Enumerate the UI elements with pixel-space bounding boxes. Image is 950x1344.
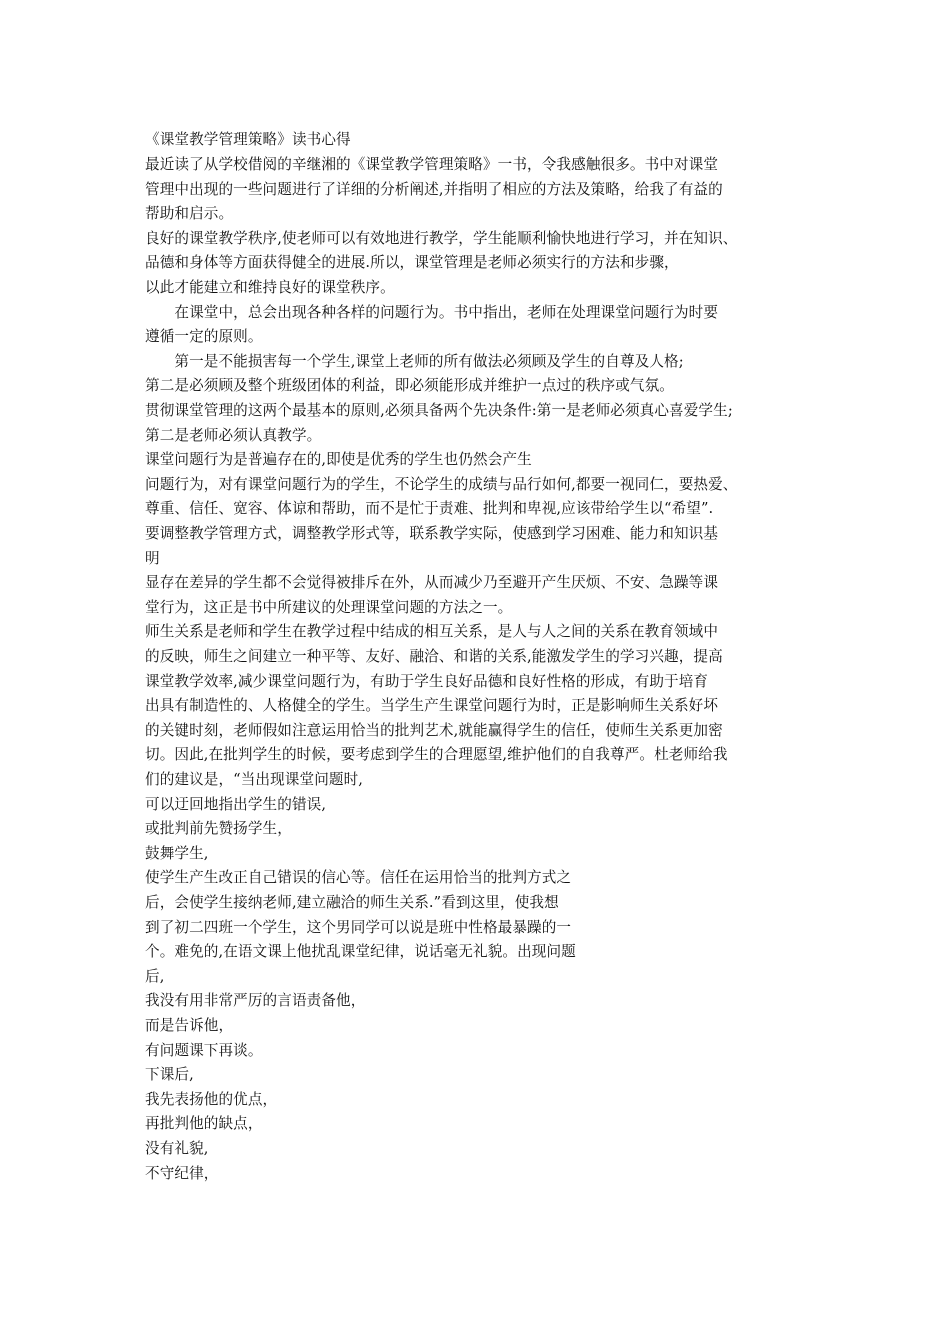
text-line: 堂行为，这正是书中所建议的处理课堂问题的方法之一。	[145, 599, 513, 616]
text-line: 课堂问题行为是普遍存在的,即使是优秀的学生也仍然会产生	[145, 451, 532, 468]
text-line: 我没有用非常严厉的言语责备他，	[145, 992, 366, 1009]
text-line: 的关键时刻，老师假如注意运用恰当的批判艺术,就能赢得学生的信任，使师生关系更加密	[145, 722, 723, 739]
text-line: 可以迂回地指出学生的错误,	[145, 796, 327, 813]
text-line: 使学生产生改正自己错误的信心等。信任在运用恰当的批判方式之	[145, 869, 572, 886]
text-line: 最近读了从学校借阅的辛继湘的《课堂教学管理策略》一书，令我感触很多。书中对课堂	[145, 156, 719, 173]
text-line: 有问题课下再谈。	[145, 1042, 263, 1059]
text-line: 明	[145, 550, 160, 567]
text-line: 第二是必须顾及整个班级团体的利益，即必须能形成并维护一点过的秩序或气氛。	[145, 377, 674, 394]
text-line: 再批判他的缺点，	[145, 1115, 263, 1132]
text-line: 下课后,	[145, 1066, 194, 1083]
text-line: 第一是不能损害每一个学生,课堂上老师的所有做法必须顾及学生的自尊及人格;	[145, 353, 684, 370]
text-line: 不守纪律，	[145, 1165, 219, 1182]
text-line: 品德和身体等方面获得健全的进展.所以，课堂管理是老师必须实行的方法和步骤，	[145, 254, 679, 271]
text-line: 个。难免的,在语文课上他扰乱课堂纪律，说话毫无礼貌。出现问题	[145, 943, 576, 960]
text-line: 的反映，师生之间建立一种平等、友好、融洽、和谐的关系,能激发学生的学习兴趣，提高	[145, 648, 723, 665]
text-line: 以此才能建立和维持良好的课堂秩序。	[145, 279, 395, 296]
text-line: 第二是老师必须认真教学。	[145, 427, 322, 444]
text-line: 切。因此,在批判学生的时候，要考虑到学生的合理愿望,维护他们的自我尊严。杜老师给我	[145, 746, 728, 763]
text-line: 在课堂中，总会出现各种各样的问题行为。书中指出，老师在处理课堂问题行为时要	[145, 304, 719, 321]
text-line: 帮助和启示。	[145, 205, 234, 222]
document-title: 《课堂教学管理策略》读书心得	[145, 131, 351, 148]
text-line: 或批判前先赞扬学生，	[145, 820, 292, 837]
text-line: 师生关系是老师和学生在教学过程中结成的相互关系，是人与人之间的关系在教育领域中	[145, 623, 719, 640]
text-line: 课堂教学效率,减少课堂问题行为，有助于学生良好品德和良好性格的形成，有助于培育	[145, 673, 709, 690]
text-line: 贯彻课堂管理的这两个最基本的原则,必须具备两个先决条件:第一是老师必须真心喜爱学生;	[145, 402, 733, 419]
text-line: 而是告诉他，	[145, 1017, 234, 1034]
text-line: 到了初二四班一个学生，这个男同学可以说是班中性格最暴躁的一	[145, 919, 572, 936]
text-line: 良好的课堂教学秩序,使老师可以有效地进行教学，学生能顺利愉快地进行学习，并在知识、	[145, 230, 738, 247]
text-line: 尊重、信任、宽容、体谅和帮助，而不是忙于责难、批判和卑视,应该带给学生以“希望”.	[145, 500, 714, 517]
text-line: 出具有制造性的、人格健全的学生。当学生产生课堂问题行为时，正是影响师生关系好坏	[145, 697, 719, 714]
text-line: 要调整教学管理方式，调整教学形式等，联系教学实际，使感到学习困难、能力和知识基	[145, 525, 719, 542]
text-line: 管理中出现的一些问题进行了详细的分析阐述,并指明了相应的方法及策略，给我了有益的	[145, 181, 723, 198]
text-line: 没有礼貌,	[145, 1140, 209, 1157]
text-line: 后,	[145, 968, 165, 985]
text-line: 问题行为，对有课堂问题行为的学生，不论学生的成绩与品行如何,都要一视同仁，要热爱、	[145, 476, 738, 493]
text-line: 遵循一定的原则。	[145, 328, 263, 345]
text-line: 我先表扬他的优点，	[145, 1091, 278, 1108]
text-line: 后，会使学生接纳老师,建立融洽的师生关系.”看到这里，使我想	[145, 894, 559, 911]
text-line: 鼓舞学生,	[145, 845, 209, 862]
text-line: 们的建议是，“当出现课堂问题时,	[145, 771, 364, 788]
text-line: 显存在差异的学生都不会觉得被排斥在外，从而减少乃至避开产生厌烦、不安、急躁等课	[145, 574, 719, 591]
